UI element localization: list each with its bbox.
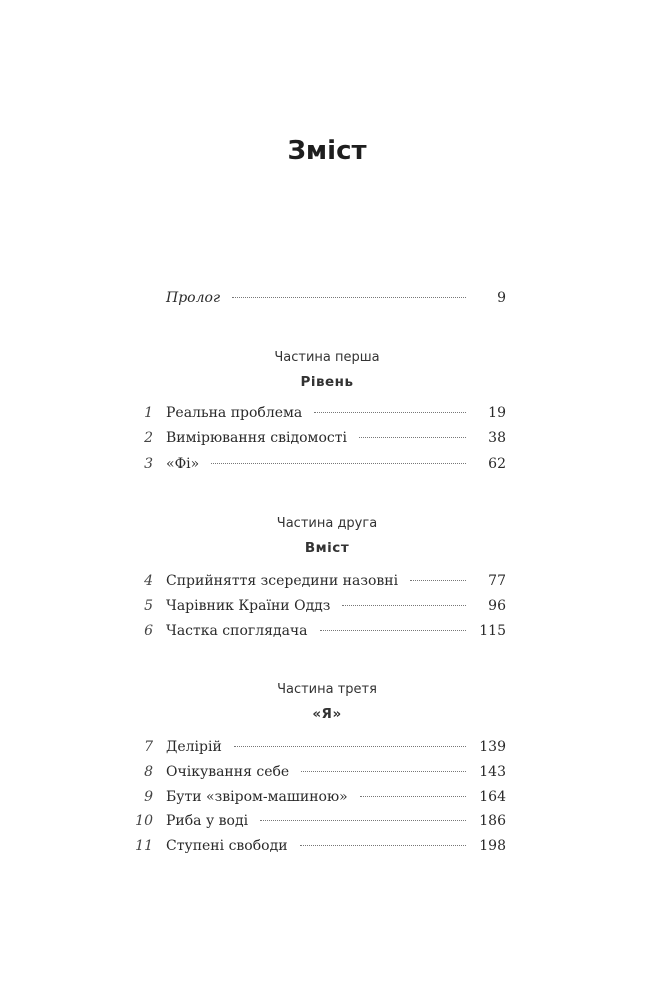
entry-title: Сприйняття зсередини назовні: [166, 573, 399, 589]
page-number: 115: [479, 623, 506, 639]
page-number: 186: [479, 813, 506, 829]
part-label: Частина перша: [274, 350, 380, 365]
toc-entry[interactable]: [135, 404, 506, 422]
entry-title: Пролог: [166, 290, 221, 306]
entry-title: Реальна проблема: [166, 405, 303, 421]
dot-leader: [260, 820, 466, 821]
chapter-number: 10: [135, 813, 153, 829]
entry-title: Чарівник Країни Оддз: [166, 598, 331, 614]
toc-entry[interactable]: [135, 429, 506, 447]
page-number: 198: [479, 838, 506, 854]
entry-title: Делірій: [166, 739, 222, 755]
part-name: «Я»: [312, 706, 342, 722]
toc-entry[interactable]: [135, 788, 506, 806]
entry-title: Вимірювання свідомості: [166, 430, 347, 446]
entry-title: Ступені свободи: [166, 838, 288, 854]
toc-entry[interactable]: [135, 812, 506, 830]
toc-entry[interactable]: [135, 597, 506, 615]
part-label: Частина друга: [276, 516, 378, 531]
chapter-number: 4: [144, 573, 153, 589]
chapter-number: 11: [135, 838, 153, 854]
toc-entry[interactable]: [135, 455, 506, 473]
entry-title: Очікування себе: [166, 764, 290, 780]
chapter-number: 3: [144, 456, 153, 472]
part-label: Частина третя: [277, 682, 377, 697]
chapter-number: 1: [144, 405, 153, 421]
dot-leader: [359, 437, 466, 438]
page-number: 77: [488, 573, 506, 589]
part-heading: [0, 350, 654, 390]
dot-leader: [232, 297, 466, 298]
entry-title: «Фі»: [166, 456, 200, 472]
toc-entry[interactable]: [135, 763, 506, 781]
entry-title: Бути «звіром-машиною»: [166, 789, 348, 805]
dot-leader: [360, 796, 466, 797]
chapter-number: 9: [144, 789, 153, 805]
entry-title: Риба у воді: [166, 813, 249, 829]
page-number: 38: [488, 430, 506, 446]
page-number: 164: [479, 789, 506, 805]
dot-leader: [211, 463, 466, 464]
dot-leader: [234, 746, 466, 747]
part-name: Рівень: [300, 374, 354, 390]
chapter-number: 5: [144, 598, 153, 614]
part-heading: [0, 682, 654, 722]
toc-entry[interactable]: [135, 837, 506, 855]
chapter-number: 7: [144, 739, 153, 755]
toc-entry[interactable]: [135, 738, 506, 756]
part-heading: [0, 516, 654, 556]
page-number: 19: [488, 405, 506, 421]
page-number: 9: [497, 290, 506, 306]
dot-leader: [320, 630, 466, 631]
page-number: 143: [479, 764, 506, 780]
chapter-number: 2: [144, 430, 153, 446]
page-number: 62: [488, 456, 506, 472]
dot-leader: [300, 845, 466, 846]
dot-leader: [342, 605, 466, 606]
dot-leader: [314, 412, 466, 413]
entry-title: Частка споглядача: [166, 623, 308, 639]
part-name: Вміст: [304, 540, 350, 556]
toc-entry[interactable]: [135, 622, 506, 640]
toc-entry-prologue[interactable]: [135, 289, 506, 307]
dot-leader: [410, 580, 466, 581]
chapter-number: 6: [144, 623, 153, 639]
toc-entry[interactable]: [135, 572, 506, 590]
page-number: 139: [479, 739, 506, 755]
page-number: 96: [488, 598, 506, 614]
chapter-number: 8: [144, 764, 153, 780]
dot-leader: [301, 771, 466, 772]
page-title: Зміст: [287, 136, 367, 166]
